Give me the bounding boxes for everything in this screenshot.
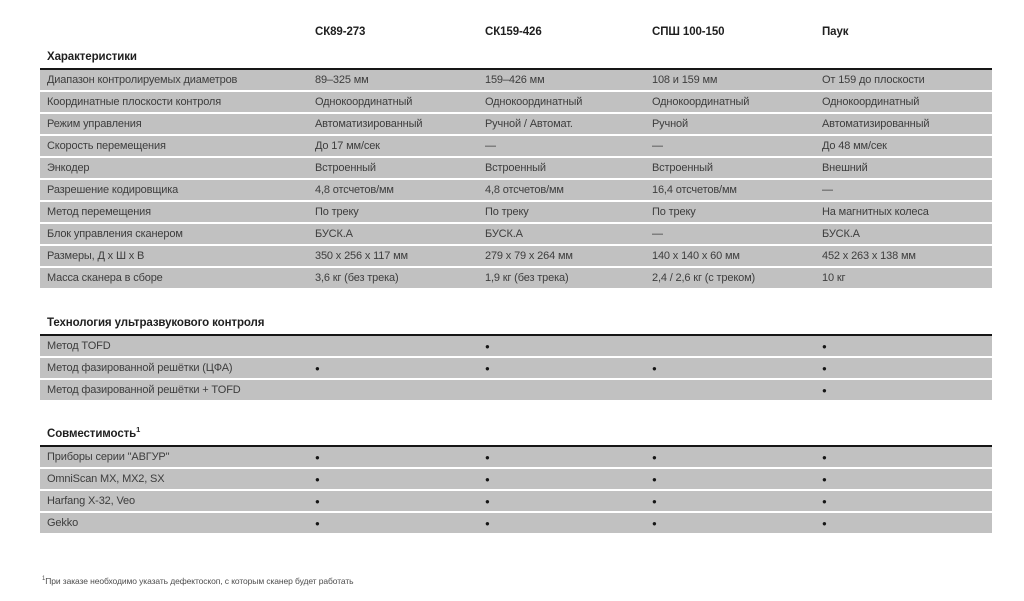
cell-value: — — [652, 140, 663, 152]
row-label: Метод фазированной решётки + TOFD — [47, 384, 241, 396]
cell-bullet — [822, 380, 827, 401]
cell-value: 2,4 / 2,6 кг (с треком) — [652, 272, 756, 284]
cell-bullet — [485, 447, 490, 468]
bullet-icon: ● — [485, 453, 490, 462]
footnote — [42, 576, 353, 586]
cell-bullet — [485, 358, 490, 379]
table-row — [40, 513, 992, 533]
row-label: Масса сканера в сборе — [47, 272, 163, 284]
cell-bullet — [315, 491, 320, 512]
bullet-icon: ● — [822, 386, 827, 395]
cell-bullet — [485, 513, 490, 534]
cell-bullet — [652, 447, 657, 468]
bullet-icon: ● — [315, 497, 320, 506]
cell-value: 159–426 мм — [485, 74, 545, 86]
table-section — [40, 288, 992, 400]
table-row — [40, 180, 992, 200]
section-title-superscript: 1 — [136, 425, 141, 435]
section-title: Совместимость$^1$ — [47, 425, 141, 440]
bullet-icon: ● — [822, 497, 827, 506]
row-label: Метод TOFD — [47, 340, 111, 352]
cell-value: 279 x 79 x 264 мм — [485, 250, 573, 262]
footnote-text: При заказе необходимо указать дефектоскоп, с которым сканер будет работать — [45, 576, 354, 586]
bullet-icon: ● — [652, 497, 657, 506]
cell-value: Однокоординатный — [652, 96, 750, 108]
bullet-icon: ● — [822, 519, 827, 528]
bullet-icon: ● — [652, 475, 657, 484]
cell-value: — — [485, 140, 496, 152]
row-label: Блок управления сканером — [47, 228, 183, 240]
cell-bullet — [822, 336, 827, 357]
cell-bullet — [652, 513, 657, 534]
cell-value: Автоматизированный — [315, 118, 423, 130]
cell-value: 4,8 отсчетов/мм — [315, 184, 394, 196]
cell-bullet — [485, 336, 490, 357]
cell-bullet — [822, 469, 827, 490]
cell-value: Ручной / Автомат. — [485, 118, 573, 130]
cell-value: 140 x 140 x 60 мм — [652, 250, 740, 262]
row-label: Размеры, Д х Ш х В — [47, 250, 145, 262]
row-label: Метод перемещения — [47, 206, 151, 218]
cell-value: БУСК.А — [822, 228, 860, 240]
cell-value: Встроенный — [315, 162, 376, 174]
cell-value: Внешний — [822, 162, 868, 174]
section-rows — [40, 445, 992, 533]
table-row — [40, 268, 992, 288]
section-title: Характеристики — [47, 51, 137, 63]
bullet-icon: ● — [652, 519, 657, 528]
bullet-icon: ● — [822, 364, 827, 373]
bullet-icon: ● — [485, 342, 490, 351]
cell-bullet — [315, 469, 320, 490]
cell-bullet — [652, 469, 657, 490]
table-row — [40, 158, 992, 178]
cell-bullet — [822, 513, 827, 534]
table-row — [40, 246, 992, 266]
cell-bullet — [822, 491, 827, 512]
cell-value: Ручной — [652, 118, 689, 130]
row-label: OmniScan MX, MX2, SX — [47, 473, 165, 485]
cell-value: Однокоординатный — [822, 96, 920, 108]
cell-value: 16,4 отсчетов/мм — [652, 184, 737, 196]
bullet-icon: ● — [822, 475, 827, 484]
table-row — [40, 491, 992, 511]
row-label: Диапазон контролируемых диаметров — [47, 74, 238, 86]
cell-value: Встроенный — [485, 162, 546, 174]
table-row — [40, 447, 992, 467]
column-header: СПШ 100-150 — [652, 26, 725, 38]
bullet-icon: ● — [822, 453, 827, 462]
table-row — [40, 358, 992, 378]
cell-value: — — [652, 228, 663, 240]
cell-value: Однокоординатный — [485, 96, 583, 108]
cell-value: — — [822, 184, 833, 196]
cell-value: 1,9 кг (без трека) — [485, 272, 569, 284]
row-label: Режим управления — [47, 118, 142, 130]
cell-value: 3,6 кг (без трека) — [315, 272, 399, 284]
bullet-icon: ● — [485, 497, 490, 506]
row-label: Скорость перемещения — [47, 140, 166, 152]
column-header: СК89-273 — [315, 26, 366, 38]
cell-bullet — [315, 447, 320, 468]
cell-value: 10 кг — [822, 272, 846, 284]
table-sections — [40, 0, 992, 533]
cell-bullet — [652, 491, 657, 512]
cell-bullet — [485, 491, 490, 512]
cell-value: По треку — [315, 206, 359, 218]
cell-value: Автоматизированный — [822, 118, 930, 130]
cell-bullet — [315, 358, 320, 379]
section-rows — [40, 68, 992, 288]
table-row — [40, 380, 992, 400]
bullet-icon: ● — [315, 364, 320, 373]
bullet-icon: ● — [315, 453, 320, 462]
bullet-icon: ● — [652, 364, 657, 373]
comparison-table — [40, 0, 992, 533]
cell-value: 452 x 263 x 138 мм — [822, 250, 916, 262]
section-title: Технология ультразвукового контроля — [47, 317, 265, 329]
footnote-superscript: 1 — [42, 576, 46, 583]
table-section — [40, 0, 992, 288]
bullet-icon: ● — [485, 519, 490, 528]
cell-value: От 159 до плоскости — [822, 74, 925, 86]
bullet-icon: ● — [822, 342, 827, 351]
cell-value: БУСК.А — [485, 228, 523, 240]
bullet-icon: ● — [485, 475, 490, 484]
row-label: Энкодер — [47, 162, 90, 174]
bullet-icon: ● — [315, 519, 320, 528]
row-label: Приборы серии "АВГУР" — [47, 451, 170, 463]
bullet-icon: ● — [315, 475, 320, 484]
cell-value: До 17 мм/сек — [315, 140, 380, 152]
cell-value: 350 x 256 x 117 мм — [315, 250, 408, 262]
row-label: Метод фазированной решётки (ЦФА) — [47, 362, 233, 374]
cell-bullet — [485, 469, 490, 490]
cell-bullet — [822, 358, 827, 379]
table-row — [40, 114, 992, 134]
table-row — [40, 136, 992, 156]
cell-value: 4,8 отсчетов/мм — [485, 184, 564, 196]
cell-value: Встроенный — [652, 162, 713, 174]
table-row — [40, 202, 992, 222]
table-row — [40, 224, 992, 244]
bullet-icon: ● — [485, 364, 490, 373]
cell-value: По треку — [485, 206, 529, 218]
cell-value: На магнитных колеса — [822, 206, 929, 218]
row-label: Разрешение кодировщика — [47, 184, 179, 196]
cell-value: До 48 мм/сек — [822, 140, 887, 152]
table-row — [40, 336, 992, 356]
bullet-icon: ● — [652, 453, 657, 462]
column-header: Паук — [822, 26, 849, 38]
cell-bullet — [822, 447, 827, 468]
cell-value: 89–325 мм — [315, 74, 369, 86]
table-row — [40, 92, 992, 112]
cell-bullet — [315, 513, 320, 534]
cell-value: Однокоординатный — [315, 96, 413, 108]
table-section — [40, 400, 992, 533]
section-rows — [40, 334, 992, 400]
column-header: СК159-426 — [485, 26, 542, 38]
cell-value: По треку — [652, 206, 696, 218]
row-label: Координатные плоскости контроля — [47, 96, 222, 108]
row-label: Gekko — [47, 517, 79, 529]
cell-value: 108 и 159 мм — [652, 74, 718, 86]
table-row — [40, 70, 992, 90]
row-label: Harfang X-32, Veo — [47, 495, 135, 507]
cell-bullet — [652, 358, 657, 379]
cell-value: БУСК.А — [315, 228, 353, 240]
table-row — [40, 469, 992, 489]
